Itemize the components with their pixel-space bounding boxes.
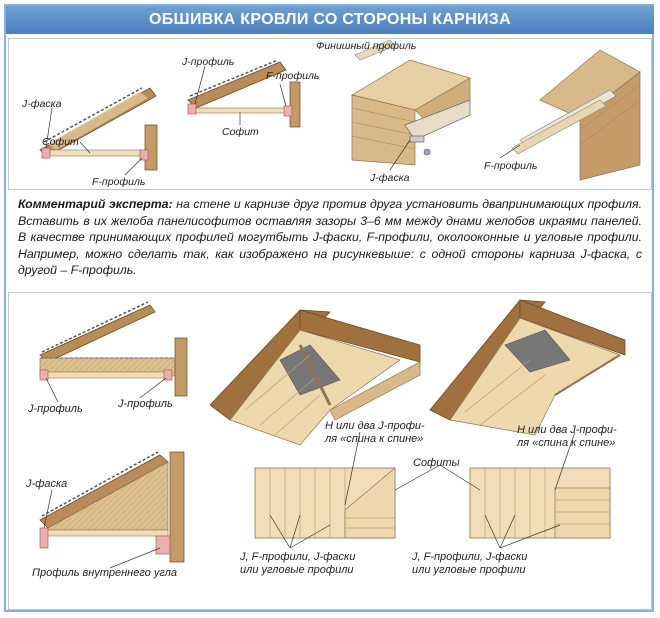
- label-profiles-1: J, F-профили, J-фаски или угловые профили: [240, 551, 356, 576]
- label-inner-corner-profile: Профиль внутреннего угла: [32, 567, 177, 579]
- label-finish-profil: Финишный профиль: [316, 40, 417, 52]
- label-j-profil-bottom-1: J-профиль: [28, 403, 83, 415]
- comment-lead: Комментарий эксперта:: [18, 197, 173, 211]
- label-j-profil-top: J-профиль: [182, 56, 235, 68]
- label-sofity: Софиты: [413, 457, 460, 469]
- label-j-faska-top-3: J-фаска: [370, 172, 410, 184]
- label-j-faska-top: J-фаска: [22, 98, 62, 110]
- label-f-profil-top-2: F-профиль: [266, 70, 320, 82]
- label-h-profile-1: Н или два J-профи- ля «спина к спине»: [325, 420, 425, 445]
- comment-text: на стене и карнизе друг против друга установить двапринимающих профиля. Вставить в их желоба панелисофитов оставляя зазоры 3–6 мм между днами желобов икраями панелей. В качестве принимающих профилей могутбыть J-фаски, F-профили, околооконные и угловые профили. Например, можно сделать так, как изображено на рисункевыше: с одной стороны карниза J-фаска, с другой – F-профиль.: [18, 197, 643, 278]
- page-title: ОБШИВКА КРОВЛИ СО СТОРОНЫ КАРНИЗА: [6, 6, 654, 34]
- label-sofit-top-1: Софит: [42, 136, 79, 148]
- label-sofit-top-2: Софит: [222, 126, 259, 138]
- expert-comment: [8, 192, 652, 288]
- label-j-faska-bottom: J-фаска: [26, 478, 68, 490]
- label-h-profile-2: Н или два J-профи- ля «спина к спине»: [517, 424, 617, 449]
- label-f-profil-top-4: F-профиль: [484, 160, 538, 172]
- label-profiles-2: J, F-профили, J-фаски или угловые профили: [412, 551, 528, 576]
- label-j-profil-bottom-2: J-профиль: [118, 398, 173, 410]
- fig-top-3: [352, 40, 470, 165]
- label-f-profil-top-1: F-профиль: [92, 176, 146, 188]
